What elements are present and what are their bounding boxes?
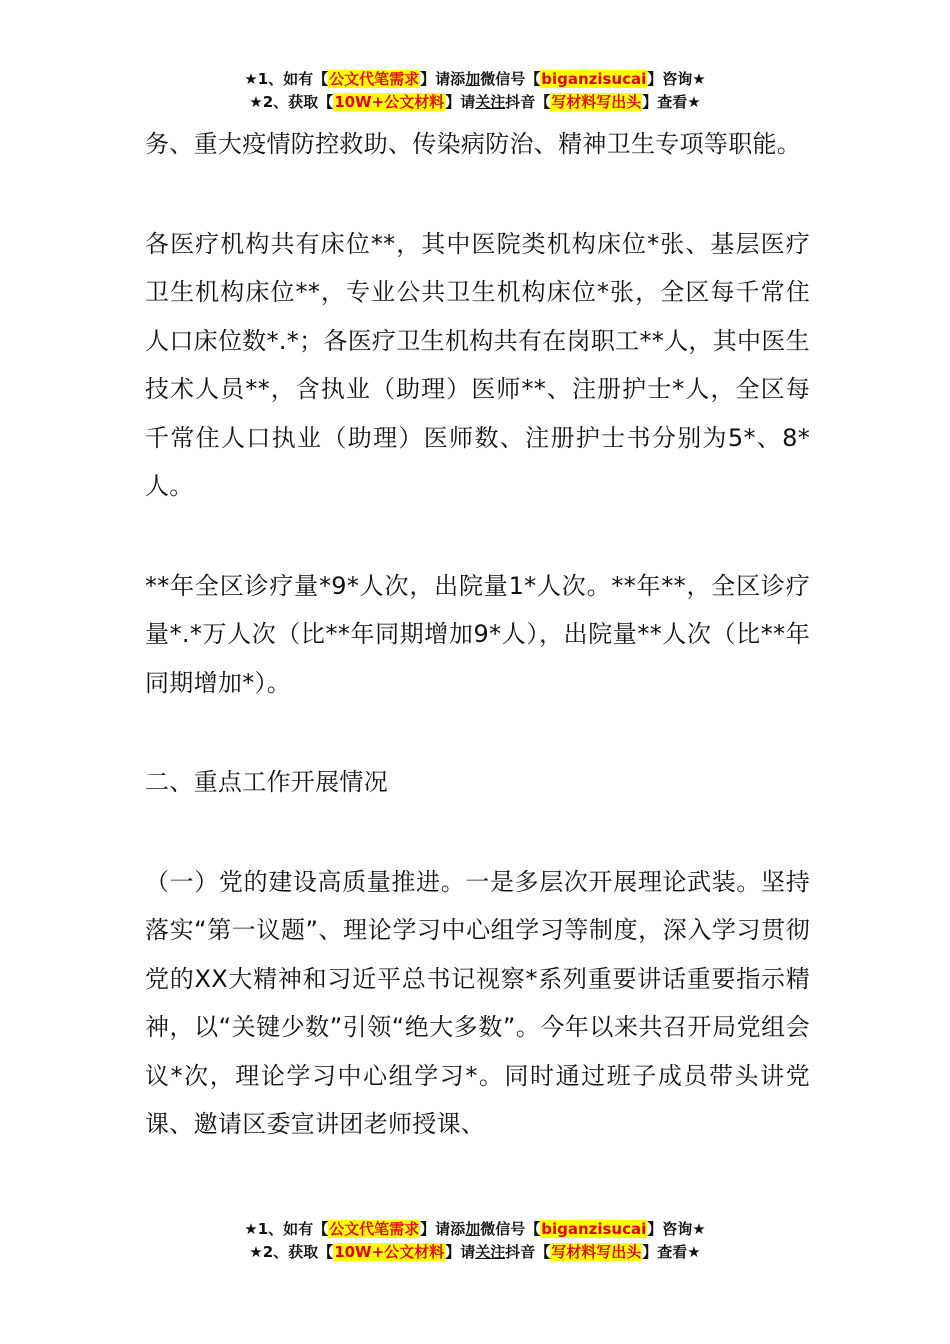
notice-text: 】咨询★ <box>647 70 706 88</box>
paragraph: **年全区诊疗量*9*人次，出院量1*人次。**年**，全区诊疗量*.*万人次（比**年同期增加9*人），出院量**人次（比**年同期增加*）。 <box>145 571 810 697</box>
section-heading: 二、重点工作开展情况 <box>145 768 388 796</box>
notice-underlined: 加 <box>465 1220 481 1238</box>
notice-line-1 <box>0 68 950 91</box>
notice-underlined: 加 <box>465 70 481 88</box>
notice-text: 】查看★ <box>642 93 701 111</box>
notice-text: 】请添 <box>420 1220 466 1238</box>
notice-line-2 <box>0 91 950 114</box>
notice-text: 】请 <box>445 1243 476 1261</box>
notice-text: 】请添 <box>420 70 466 88</box>
notice-text: 抖音【 <box>505 93 551 111</box>
notice-text: 抖音【 <box>505 1243 551 1261</box>
notice-highlight: 公文代笔需求 <box>329 1220 420 1238</box>
notice-highlight: 写材料写出头 <box>551 1243 642 1261</box>
notice-underlined: 关注 <box>475 1243 506 1261</box>
notice-line-2 <box>0 1241 950 1264</box>
notice-highlight: biganzisucai <box>541 1220 647 1238</box>
notice-highlight: 10W+公文材料 <box>334 93 445 111</box>
notice-text: 】请 <box>445 93 476 111</box>
notice-highlight: 写材料写出头 <box>551 93 642 111</box>
paragraph: 各医疗机构共有床位**，其中医院类机构床位*张、基层医疗卫生机构床位**，专业公共卫生机构床位*张，全区每千常住人口床位数*.*；各医疗卫生机构共有在岗职工**人，其中医生技术人员**，含执业（助理）医师**、注册护士*人，全区每千常住人口执业（助理）医师数、注册护士书分别为5*、8*人。 <box>145 229 810 500</box>
notice-text: ★2、获取【 <box>249 93 334 111</box>
notice-text: 】咨询★ <box>647 1220 706 1238</box>
notice-text: 】查看★ <box>642 1243 701 1261</box>
header-notice <box>0 68 950 114</box>
notice-underlined: 关注 <box>475 93 506 111</box>
notice-text: 微信号【 <box>480 1220 541 1238</box>
paragraph: 务、重大疫情防控救助、传染病防治、精神卫生专项等职能。 <box>145 130 802 158</box>
paragraph: （一）党的建设高质量推进。一是多层次开展理论武装。坚持落实“第一议题”、理论学习中心组学习等制度，深入学习贯彻党的XX大精神和习近平总书记视察*系列重要讲话重要指示精神，以“关键少数”引领“绝大多数”。今年以来共召开局党组会议*次，理论学习中心组学习*。同时通过班子成员带头讲党课、邀请区委宣讲团老师授课、 <box>145 867 810 1138</box>
notice-highlight: biganzisucai <box>541 70 647 88</box>
notice-text: 微信号【 <box>480 70 541 88</box>
notice-text: ★1、如有【 <box>244 70 329 88</box>
notice-text: ★1、如有【 <box>244 1220 329 1238</box>
notice-highlight: 10W+公文材料 <box>334 1243 445 1261</box>
notice-text: ★2、获取【 <box>249 1243 334 1261</box>
footer-notice <box>0 1218 950 1264</box>
notice-highlight: 公文代笔需求 <box>329 70 420 88</box>
notice-line-1 <box>0 1218 950 1241</box>
document-body <box>145 120 810 1149</box>
